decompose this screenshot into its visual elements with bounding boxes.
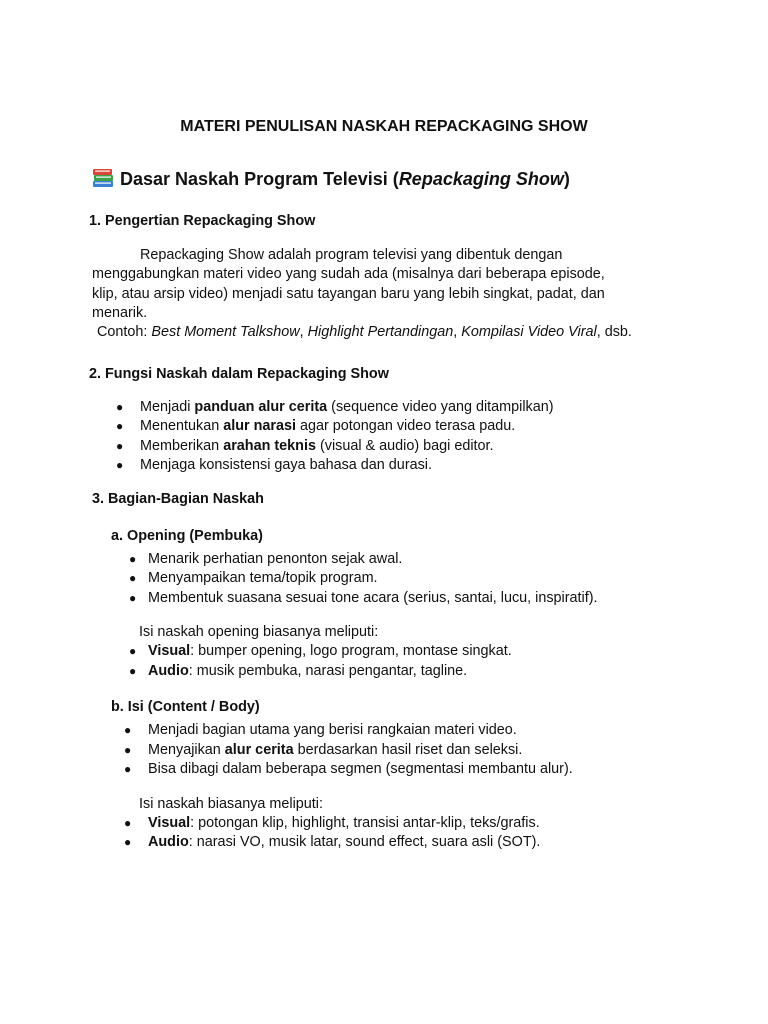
item-bold: panduan alur cerita xyxy=(194,399,328,415)
bullet-dot: ● xyxy=(116,458,124,472)
main-heading-prefix: Dasar Naskah Program Televisi ( xyxy=(120,169,399,189)
item-text: : musik pembuka, narasi pengantar, tagline. xyxy=(188,663,468,679)
section-1-para-line: menggabungkan materi video yang sudah ada (misalnya dari beberapa episode, xyxy=(92,266,605,282)
item-text: Menentukan xyxy=(140,418,224,434)
contoh-example: Highlight Pertandingan xyxy=(307,324,454,340)
section-1-para-line: menarik. xyxy=(92,305,148,321)
books-icon xyxy=(92,168,114,188)
item-text: Membentuk suasana sesuai tone acara (serius, santai, lucu, inspiratif). xyxy=(148,590,598,606)
section-1-heading: 1. Pengertian Repackaging Show xyxy=(89,213,316,229)
bullet-dot: ● xyxy=(124,723,132,737)
item-bold: Audio xyxy=(148,834,189,850)
item-bold: Visual xyxy=(148,815,191,831)
body-intro: Isi naskah biasanya meliputi: xyxy=(139,796,323,812)
item-text: : narasi VO, musik latar, sound effect, suara asli (SOT). xyxy=(188,834,541,850)
subsection-b-heading: b. Isi (Content / Body) xyxy=(111,699,260,715)
item-bold: Audio xyxy=(148,663,189,679)
contoh-end: , dsb. xyxy=(596,324,632,340)
main-heading-italic: Repackaging Show xyxy=(398,169,564,189)
bullet-dot: ● xyxy=(129,591,137,605)
opening-intro: Isi naskah opening biasanya meliputi: xyxy=(139,624,379,640)
item-text: berdasarkan hasil riset dan seleksi. xyxy=(293,742,523,758)
section-1-contoh xyxy=(97,323,632,342)
bullet-dot: ● xyxy=(124,762,132,776)
bullet-dot: ● xyxy=(124,816,132,830)
bullet-dot: ● xyxy=(124,835,132,849)
section-2-heading: 2. Fungsi Naskah dalam Repackaging Show xyxy=(89,366,389,382)
bullet-dot: ● xyxy=(129,664,137,678)
item-text: agar potongan video terasa padu. xyxy=(296,418,516,434)
section-3-heading: 3. Bagian-Bagian Naskah xyxy=(92,491,264,507)
main-heading-suffix: ) xyxy=(563,169,570,189)
bullet-dot: ● xyxy=(129,552,137,566)
item-text: Menyajikan xyxy=(148,742,225,758)
contoh-example: Best Moment Talkshow xyxy=(151,324,300,340)
item-bold: Visual xyxy=(148,643,191,659)
section-1-para-line: Repackaging Show adalah program televisi yang dibentuk dengan xyxy=(140,247,563,263)
item-text: (sequence video yang ditampilkan) xyxy=(327,399,554,415)
item-bold: alur cerita xyxy=(224,742,294,758)
bullet-dot: ● xyxy=(116,419,124,433)
item-text: : potongan klip, highlight, transisi antar-klip, teks/grafis. xyxy=(190,815,540,831)
bullet-dot: ● xyxy=(116,439,124,453)
item-text: Menjadi bagian utama yang berisi rangkaian materi video. xyxy=(148,722,517,738)
item-text: Bisa dibagi dalam beberapa segmen (segmentasi membantu alur). xyxy=(148,761,573,777)
item-text: : bumper opening, logo program, montase singkat. xyxy=(190,643,512,659)
item-text: Menjadi xyxy=(140,399,195,415)
subsection-a-heading: a. Opening (Pembuka) xyxy=(111,528,263,544)
item-bold: alur narasi xyxy=(223,418,296,434)
bullet-dot: ● xyxy=(124,743,132,757)
contoh-separator: , xyxy=(453,324,462,340)
item-text: Memberikan xyxy=(140,438,224,454)
bullet-dot: ● xyxy=(129,571,137,585)
item-text: (visual & audio) bagi editor. xyxy=(315,438,494,454)
bullet-dot: ● xyxy=(116,400,124,414)
contoh-label: Contoh: xyxy=(97,324,152,340)
main-heading xyxy=(92,167,570,191)
item-text: Menjaga konsistensi gaya bahasa dan durasi. xyxy=(140,457,433,473)
document-title: MATERI PENULISAN NASKAH REPACKAGING SHOW xyxy=(180,118,588,135)
item-text: Menarik perhatian penonton sejak awal. xyxy=(148,551,403,567)
section-1-para-line: klip, atau arsip video) menjadi satu tayangan baru yang lebih singkat, padat, dan xyxy=(92,286,605,302)
item-text: Menyampaikan tema/topik program. xyxy=(148,570,378,586)
item-bold: arahan teknis xyxy=(223,438,316,454)
contoh-example: Kompilasi Video Viral xyxy=(461,324,597,340)
contoh-separator: , xyxy=(299,324,308,340)
bullet-dot: ● xyxy=(129,644,137,658)
